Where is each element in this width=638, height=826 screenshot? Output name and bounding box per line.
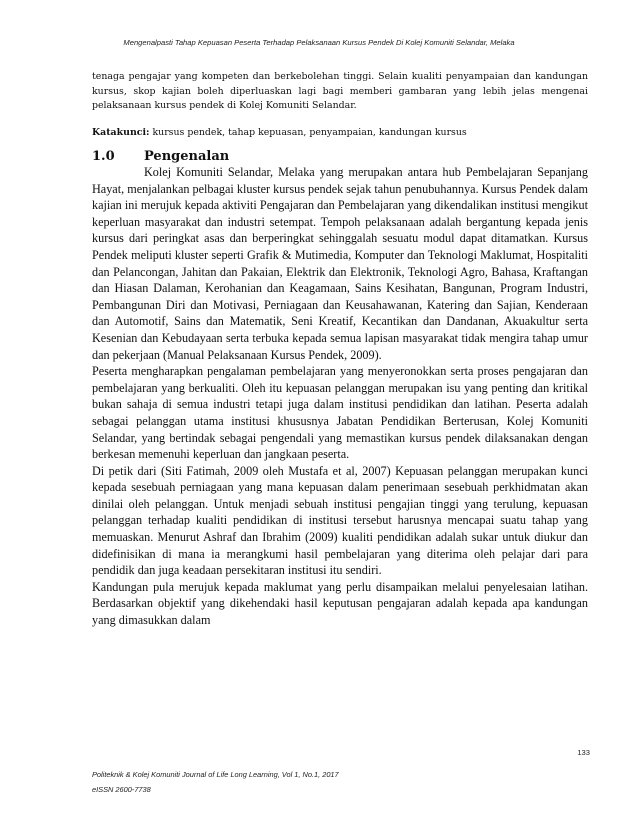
footer-journal: Politeknik & Kolej Komuniti Journal of Life Long Learning, Vol 1, No.1, 2017 (92, 770, 339, 779)
body-paragraph: Peserta mengharapkan pengalaman pembelajaran yang menyeronokkan serta proses pengajaran dan pembelajaran yang berkualiti. Oleh itu kepuasan pelanggan merupakan isu yang penting dan kritikal bukan sahaja di semua industri tetapi juga dalam institusi pendidikan dan latihan. Peserta adalah sebagai pelanggan utama institusi khususnya Jabatan Pendidikan Berterusan, Kolej Komuniti Selandar, yang bertindak sebagai pengendali yang memastikan kursus pendek dilaksanakan dengan berkesan memenuhi keperluan dan jangkaan peserta. (92, 364, 588, 462)
running-header: Mengenalpasti Tahap Kepuasan Peserta Terhadap Pelaksanaan Kursus Pendek Di Kolej Komuniti Selandar, Melaka (123, 38, 515, 47)
footer-eissn: eISSN 2600-7738 (92, 785, 151, 794)
keywords-list: kursus pendek, tahap kepuasan, penyampaian, kandungan kursus (149, 127, 467, 138)
page-number: 133 (577, 748, 590, 757)
body-paragraph: Kolej Komuniti Selandar, Melaka yang merupakan antara hub Pembelajaran Sepanjang Hayat, menjalankan pelbagai kluster kursus pendek sejak tahun penubuhannya. Kursus Pendek dalam kajian ini merujuk kepada aktiviti Pengajaran dan Pembelajaran yang dikendalikan institusi mengikut keperluan masyarakat dan industri setempat. Tempoh pelaksanaan adalah bergantung kepada jenis kursus dari peringkat asas dan berperingkat sehinggalah sesuatu modul dapat ditamatkan. Kursus Pendek meliputi kluster seperti Grafik & Mutimedia, Komputer dan Teknologi Maklumat, Hospitaliti dan Pelancongan, Jahitan dan Pakaian, Elektrik dan Elektronik, Teknologi Agro, Bahasa, Kraftangan dan Hiasan Dalaman, Kerohanian dan Keagamaan, Sains Kesihatan, Bangunan, Program Industri, Pembangunan Diri dan Motivasi, Perniagaan dan Keusahawanan, Katering dan Sajian, Kenderaan dan Automotif, Sains dan Matematik, Seni Kreatif, Kecantikan dan Dandanan, Akuakultur serta Kesenian dan Kebudayaan serta terbuka kepada semua lapisan masyarakat tidak mengira tahap umur dan pekerjaan (Manual Pelaksanaan Kursus Pendek, 2009). (92, 165, 588, 362)
body-paragraph: Kandungan pula merujuk kepada maklumat yang perlu disampaikan melalui penyelesaian latihan. Berdasarkan objektif yang dikehendaki hasil keputusan pengajaran adalah kepada apa kandungan yang dimasukkan dalam (92, 579, 588, 628)
keywords-label: Katakunci: (92, 127, 150, 138)
section-title: Pengenalan (144, 149, 230, 164)
abstract-tail: tenaga pengajar yang kompeten dan berkebolehan tinggi. Selain kualiti penyampaian dan kandungan kursus, skop kajian boleh diperluaskan lagi bagi memberi gambaran yang lebih jelas mengenai pelaksanaan kursus pendek di Kolej Komuniti Selandar. (92, 71, 588, 112)
section-body (92, 164, 588, 629)
page-footer (92, 767, 588, 797)
body-paragraph: Di petik dari (Siti Fatimah, 2009 oleh Mustafa et al, 2007) Kepuasan pelanggan merupakan kunci kepada sesebuah perniagaan yang mana kepuasan dalam penerimaan sesebuah perkhidmatan akan dinilai oleh pelanggan. Untuk menjadi sebuah institusi pengajian tinggi yang terulung, kepuasan pelanggan terhadap kualiti pendidikan di institusi tersebut harusnya mencapai suatu tahap yang memuaskan. Menurut Ashraf dan Ibrahim (2009) kualiti pendidikan adalah sukar untuk diukur dan didefinisikan di mana ia merangkumi hasil pembelajaran yang diterima oleh pelajar dari para pendidik dan juga keadaan persekitaran institusi itu sendiri. (92, 463, 588, 578)
section-number: 1.0 (92, 149, 115, 164)
section-heading (92, 149, 588, 165)
keywords-line (92, 126, 588, 140)
